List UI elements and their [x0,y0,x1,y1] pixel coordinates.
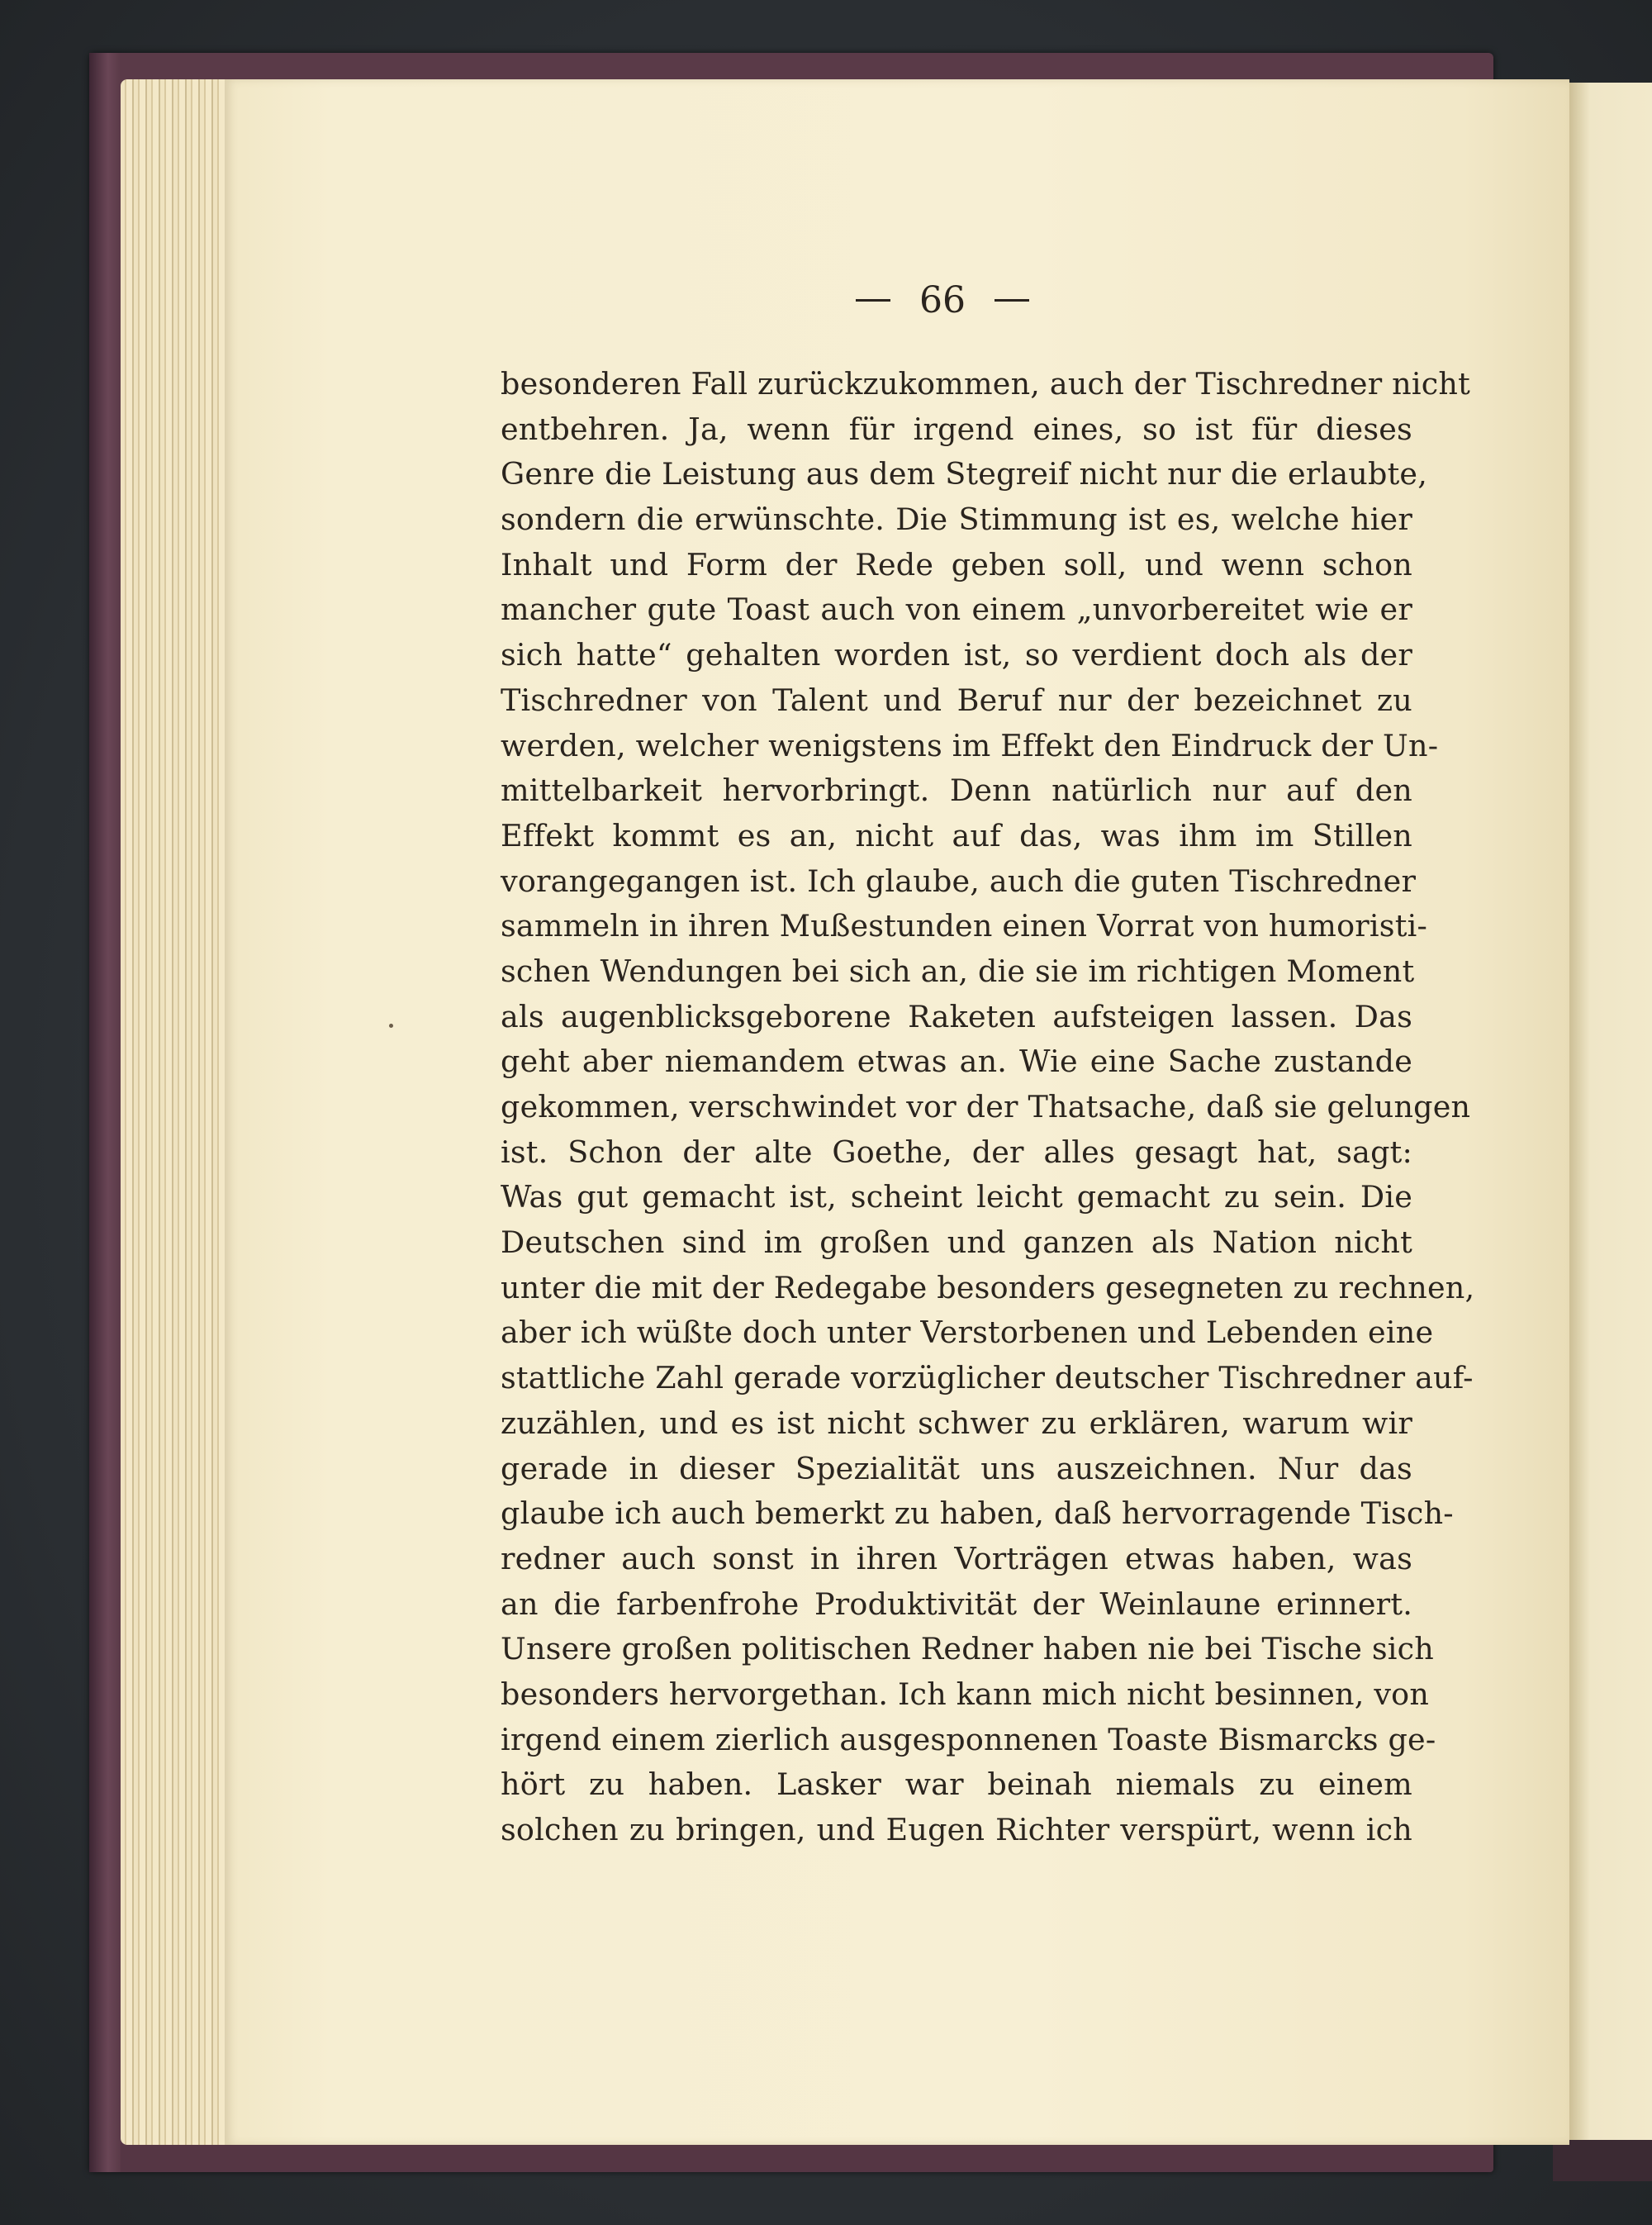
text-line: werden, welcher wenigstens im Effekt den Eindruck der Un- [501,727,1439,763]
text-line: mittelbarkeit hervorbringt. Denn natürlich nur auf den [501,773,1412,809]
text-line: sammeln in ihren Mußestunden einen Vorrat von humoristi- [501,908,1428,944]
text-line: vorangegangen ist. Ich glaube, auch die guten Tischredner [501,863,1417,899]
text-line: Deutschen sind im großen und ganzen als Nation nicht [501,1224,1412,1261]
text-line: Unsere großen politischen Redner haben nie bei Tische sich [501,1631,1434,1667]
text-line: besonders hervorgethan. Ich kann mich nicht besinnen, von [501,1676,1430,1712]
text-line: sich hatte“ gehalten worden ist, so verdient doch als der [501,637,1412,673]
text-line: mancher gute Toast auch von einem „unvorbereitet wie er [501,592,1412,628]
left-dash [856,299,890,302]
text-line: an die farbenfrohe Produktivität der Weinlaune erinnert. [501,1586,1412,1622]
facing-page-edge [1569,83,1652,2140]
page-edges [121,79,236,2145]
text-line: stattliche Zahl gerade vorzüglicher deutscher Tischredner auf- [501,1360,1474,1396]
text-line: als augenblicksgeborene Raketen aufsteigen lassen. Das [501,998,1412,1034]
text-line: solchen zu bringen, und Eugen Richter verspürt, wenn ich [501,1812,1412,1847]
text-line: Genre die Leistung aus dem Stegreif nicht nur die erlaubte, [501,456,1428,492]
text-line: aber ich wüßte doch unter Verstorbenen und Lebenden eine [501,1315,1434,1351]
text-line: entbehren. Ja, wenn für irgend eines, so ist für dieses [501,411,1412,447]
text-line: gerade in dieser Spezialität uns auszeichnen. Nur das [501,1450,1412,1486]
text-line: glaube ich auch bemerkt zu haben, daß hervorragende Tisch- [501,1495,1454,1532]
text-line: irgend einem zierlich ausgesponnenen Toaste Bismarcks ge- [501,1721,1436,1757]
text-line: Tischredner von Talent und Beruf nur der bezeichnet zu [501,682,1412,718]
text-line: ist. Schon der alte Goethe, der alles gesagt hat, sagt: [501,1134,1412,1170]
text-line: Was gut gemacht ist, scheint leicht gemacht zu sein. Die [501,1179,1412,1215]
paper-speck [389,1024,393,1028]
text-line: unter die mit der Redegabe besonders gesegneten zu rechnen, [501,1269,1475,1305]
text-line: besonderen Fall zurückzukommen, auch der Tischredner nicht [501,366,1470,402]
text-line: gekommen, verschwindet vor der Thatsache, daß sie gelungen [501,1089,1471,1124]
text-line: geht aber niemandem etwas an. Wie eine Sache zustande [501,1044,1412,1080]
right-dash [995,299,1029,302]
page-number-header [856,279,1029,321]
text-line: Inhalt und Form der Rede geben soll, und wenn schon [501,546,1412,582]
text-line: sondern die erwünschte. Die Stimmung ist es, welche hier [501,502,1412,538]
page-body-text [501,362,1475,1853]
cover-spine-edge [89,53,121,2172]
text-line: zuzählen, und es ist nicht schwer zu erklären, warum wir [501,1405,1412,1441]
text-line: Effekt kommt es an, nicht auf das, was ihm im Stillen [501,817,1412,853]
page-number: 66 [919,279,966,321]
text-line: schen Wendungen bei sich an, die sie im richtigen Moment [501,953,1415,989]
text-line: redner auch sonst in ihren Vorträgen etwas haben, was [501,1540,1412,1576]
text-line: hört zu haben. Lasker war beinah niemals zu einem [501,1766,1412,1803]
